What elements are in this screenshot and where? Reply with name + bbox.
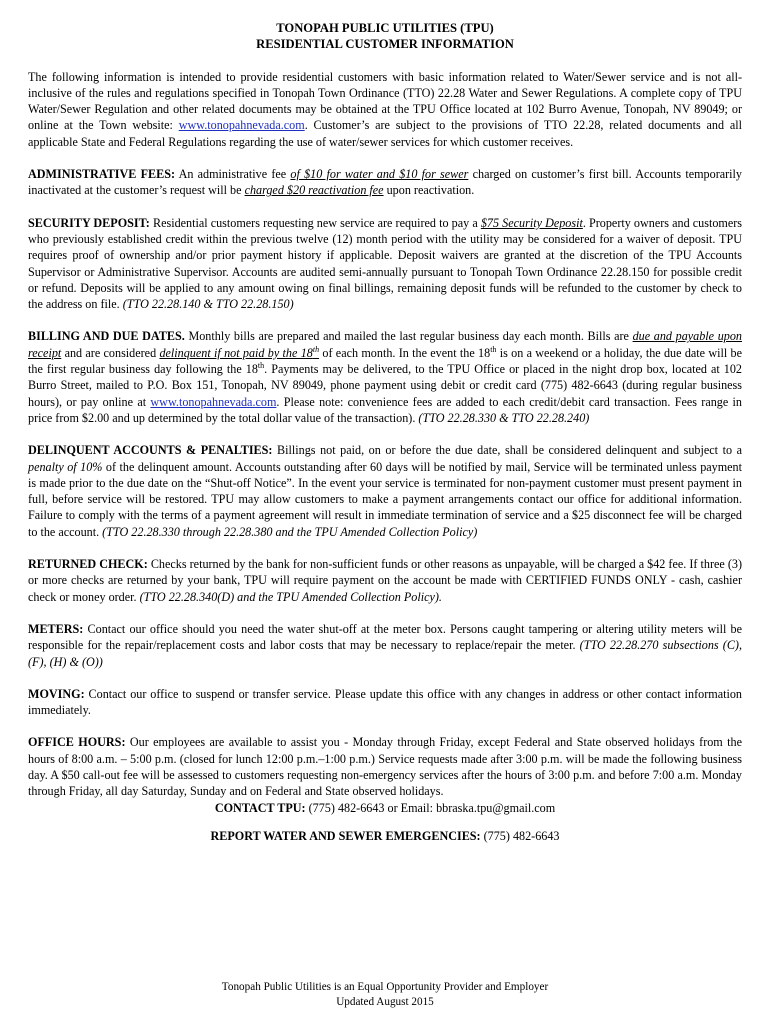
- admin-fees-text-2: charged on customer’s first bill. Accounts temporarily inactivated at the customer’s request will be: [28, 167, 742, 198]
- office-hours-section: [28, 734, 742, 799]
- billing-text-6: . Please note: convenience fees are added to each credit/debit card transaction. Fees range in price from $2.00 and up determined by the total dollar value of the transaction).: [28, 394, 743, 425]
- penalty-rate: penalty of 10%: [28, 459, 103, 474]
- returned-check-reference: (TTO 22.28.340(D) and the TPU Amended Collection Policy).: [139, 589, 442, 604]
- moving-heading: MOVING:: [28, 686, 85, 701]
- footer: [0, 980, 770, 1010]
- intro-text-2: . Customer’s are subject to the provisions of TTO 22.28, related documents and all applicable State and Federal Regulations regarding the use of water/sewer services for which customer receives.: [28, 118, 742, 149]
- emergency-contact: [28, 828, 742, 844]
- meters-text: Contact our office should you need the water shut-off at the meter box. Persons caught tampering or altering utility meters will be responsible for the repair/replacement costs and labor costs that may be necessary to replace/repair the meter.: [28, 621, 742, 653]
- returned-check-text: Checks returned by the bank for non-sufficient funds or other reasons as unpayable, will be charged a $42 fee. If three (3) or more checks are returned by your bank, TPU will require payment on the account be made with CERTIFIED FUNDS ONLY - cash, cashier check or money order.: [28, 557, 742, 604]
- delinquent-text: Billings not paid, on or before the due date, shall be considered delinquent and subject to a: [272, 443, 742, 458]
- admin-fees-text: An administrative fee: [175, 167, 291, 182]
- admin-fees-heading: ADMINISTRATIVE FEES:: [28, 167, 176, 182]
- billing-section: [28, 328, 742, 426]
- superscript-th: th: [312, 344, 320, 354]
- billing-heading: BILLING AND DUE DATES.: [28, 329, 185, 344]
- returned-check-heading: RETURNED CHECK:: [28, 557, 148, 572]
- delinquent-heading: DELINQUENT ACCOUNTS & PENALTIES:: [28, 443, 273, 458]
- moving-text: Contact our office to suspend or transfer service. Please update this office with any changes in address or other contact information immediately.: [28, 686, 742, 718]
- superscript-th-3: th: [257, 361, 265, 370]
- emergency-label: REPORT WATER AND SEWER EMERGENCIES:: [210, 828, 481, 843]
- billing-text-3: of each month. In the event the 18: [319, 345, 491, 360]
- document-title: [28, 20, 742, 53]
- superscript-th-2: th: [490, 344, 497, 354]
- admin-fees-section: [28, 166, 742, 199]
- delinquent-text-2: of the delinquent amount. Accounts outstanding after 60 days will be notified by mail, Service will be terminated unless payment is made prior to the due date on the “Shut-off Notice”. In the event your service is terminated for non-payment customer must present payment in full, before service will be restored. TPU may allow customers to make a payment arrangements contact our office for additional information. Failure to comply with the terms of a payment agreement will result in immediate termination of service and a $25 disconnect fee will be charged to the account.: [28, 459, 742, 539]
- delinquent-section: [28, 442, 742, 540]
- office-hours-text: Our employees are available to assist you - Monday through Friday, except Federal and State observed holidays from the hours of 8:00 a.m. – 5:00 p.m. (closed for lunch 12:00 p.m.–1:00 p.m.) Service requests made after 3:00 p.m. will be made the following business day. A $50 call-out fee will be assessed to customers requesting non-emergency services after the hours of 3:00 p.m. and before 7:00 a.m. Monday through Friday, all day Saturday, Sunday and on Federal and State observed holidays.: [28, 735, 742, 799]
- contact-value: (775) 482-6643 or Email: bbraska.tpu@gmail.com: [305, 800, 556, 815]
- admin-fees-text-3: upon reactivation.: [383, 183, 475, 198]
- footer-eop-statement: Tonopah Public Utilities is an Equal Opportunity Provider and Employer: [221, 981, 549, 993]
- meters-heading: METERS:: [28, 621, 84, 636]
- billing-reference: (TTO 22.28.330 & TTO 22.28.240): [418, 410, 590, 425]
- meters-reference: (TTO 22.28.270 subsections (C), (F), (H) & (O)): [28, 638, 742, 669]
- town-website-link[interactable]: www.tonopahnevada.com: [178, 118, 305, 133]
- security-deposit-amount: $75 Security Deposit: [480, 215, 583, 230]
- meters-section: [28, 621, 742, 670]
- billing-text-4: is on a weekend or a holiday, the due date will be the first regular business day following the 18: [28, 345, 743, 377]
- office-hours-heading: OFFICE HOURS:: [28, 735, 126, 750]
- pay-online-link[interactable]: www.tonopahnevada.com: [150, 394, 277, 409]
- delinquent-reference: (TTO 22.28.330 through 22.28.380 and the TPU Amended Collection Policy): [102, 524, 478, 539]
- billing-text-5: . Payments may be delivered, to the TPU Office or placed in the night drop box, located at 102 Burro Street, mailed to P.O. Box 151, Tonopah, NV 89049, phone payment using debit or credit card (775) 482-6643 (during regular business hours), or pay online at: [28, 362, 742, 409]
- footer-updated-date: Updated August 2015: [336, 996, 434, 1008]
- contact-label: CONTACT TPU:: [214, 800, 306, 815]
- security-deposit-text-2: . Property owners and customers who previously established credit within the previous twelve (12) month period with the utility may be considered for a waiver of deposit. TPU requires proof of ownership and/or prior payment history if applicable. Deposit waivers are granted at the discretion of the TPU Accounts Supervisor or Administrative Supervisor. Accounts are audited semi-annually pursuant to Tonopah Town Ordinance 22.28.150 for possible credit or refund. Deposits will be applied to any amount owing on final billings, remaining deposit funds will be refunded to the customer by check to the address on file.: [28, 215, 742, 312]
- contact-tpu: [28, 800, 742, 816]
- security-deposit-heading: SECURITY DEPOSIT:: [28, 215, 150, 230]
- intro-text-1: The following information is intended to provide residential customers with basic information related to Water/Sewer service and is not all-inclusive of the rules and regulations specified in Tonopah Town Ordinance (TTO) 22.28 Water and Sewer Regulations. A complete copy of TPU Water/Sewer Regulation and other related documents may be obtained at the TPU Office located at 102 Burro Avenue, Tonopah, NV 89049; or online at the Town website:: [28, 69, 742, 133]
- security-deposit-text: Residential customers requesting new service are required to pay a: [149, 215, 481, 230]
- title-line-1: TONOPAH PUBLIC UTILITIES (TPU): [276, 21, 494, 35]
- returned-check-section: [28, 556, 742, 605]
- security-deposit-section: [28, 215, 742, 313]
- security-deposit-reference: (TTO 22.28.140 & TTO 22.28.150): [122, 297, 294, 312]
- intro-paragraph: [28, 69, 742, 150]
- billing-text: Monthly bills are prepared and mailed the last regular business day each month. Bills are: [184, 329, 633, 344]
- billing-text-2: and are considered: [61, 345, 160, 360]
- due-upon-receipt: due and payable upon receipt: [28, 329, 742, 360]
- admin-fee-amount: of $10 for water and $10 for sewer: [290, 167, 469, 182]
- moving-section: [28, 686, 742, 719]
- title-line-2: RESIDENTIAL CUSTOMER INFORMATION: [256, 37, 514, 52]
- delinquent-date: [159, 346, 319, 360]
- delinquent-date-text: delinquent if not paid by the 18: [159, 345, 313, 360]
- reactivation-fee: charged $20 reactivation fee: [244, 183, 384, 198]
- emergency-phone: (775) 482-6643: [480, 828, 560, 843]
- document-page: [28, 20, 742, 844]
